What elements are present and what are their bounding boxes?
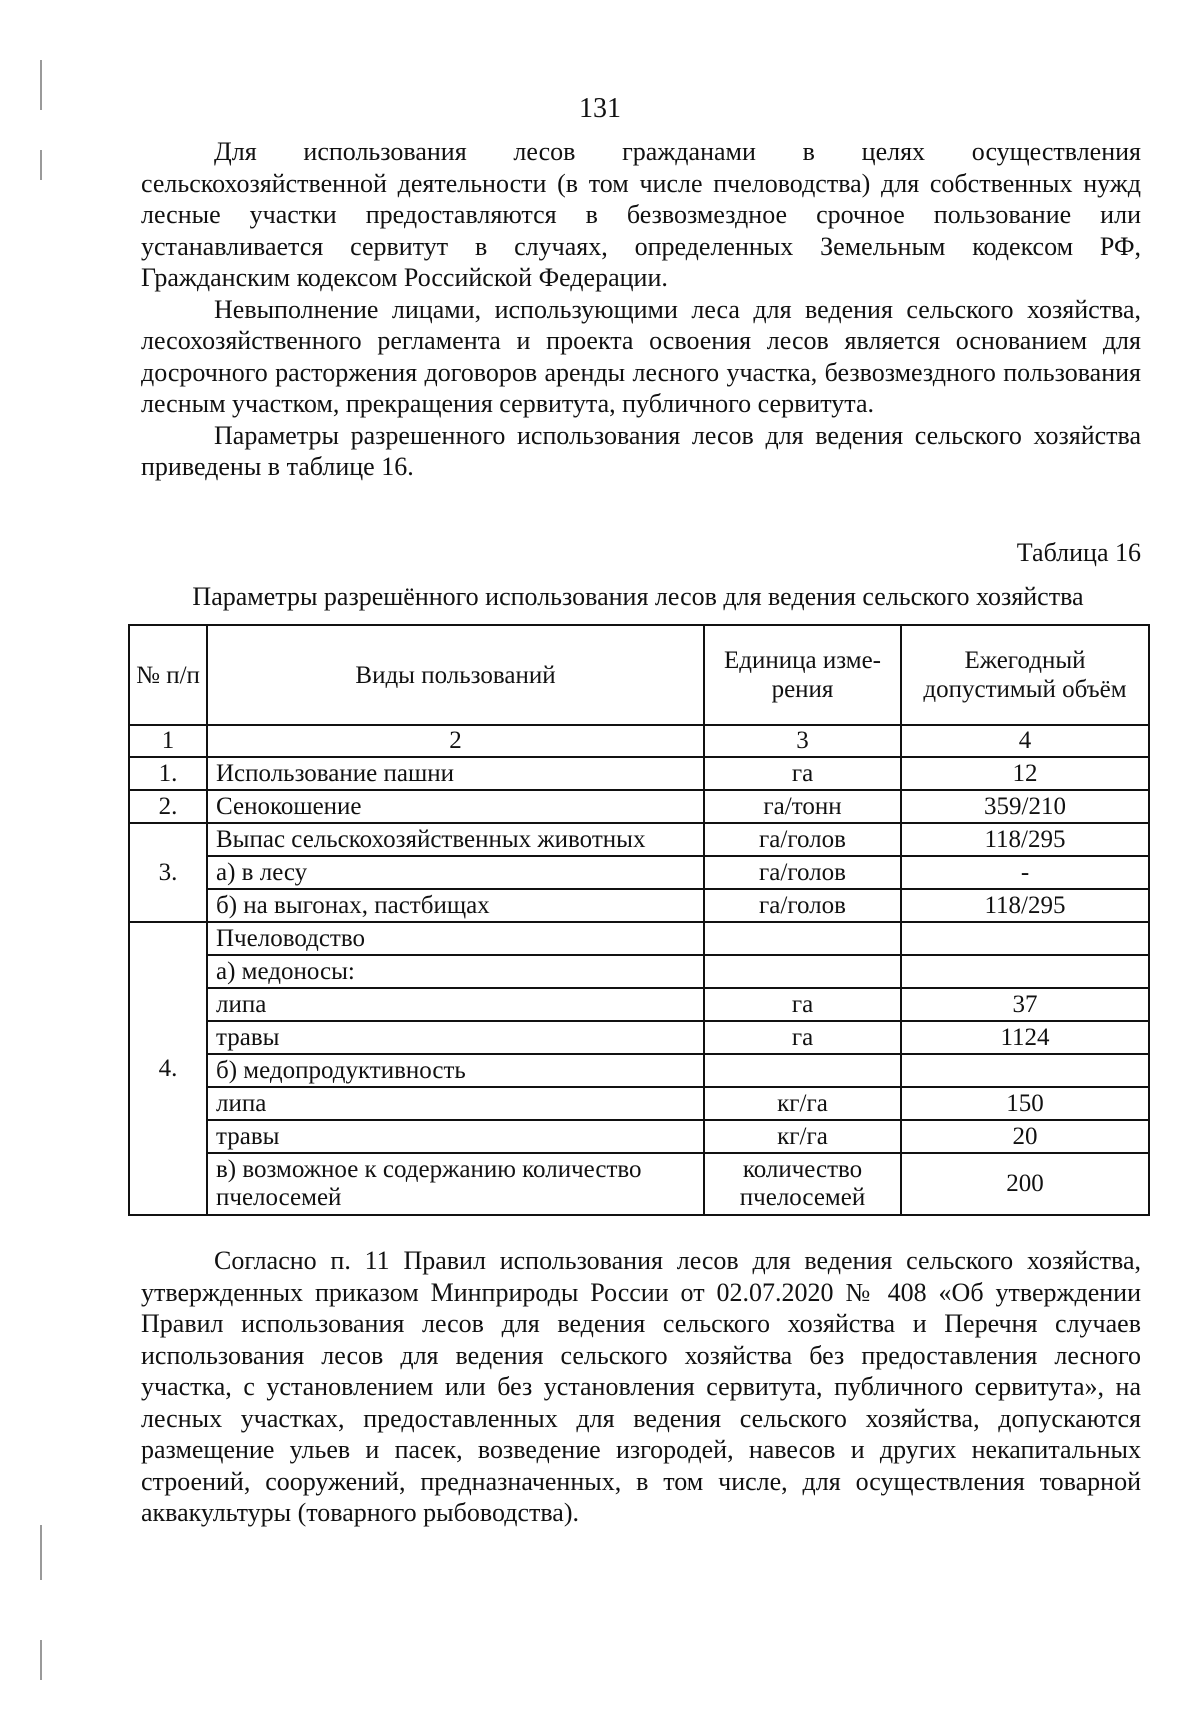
usage-type: травы [207, 1120, 704, 1153]
table-row [129, 823, 1149, 856]
usage-type: в) возможное к содержанию количество пчелосемей [207, 1153, 704, 1215]
usage-type: б) на выгонах, пастбищах [207, 889, 704, 922]
unit [704, 922, 901, 955]
column-number: 1 [129, 725, 207, 757]
header-type: Виды пользований [207, 625, 704, 725]
row-number: 4. [129, 922, 207, 1215]
table-row [129, 1021, 1149, 1054]
annual-volume: 359/210 [901, 790, 1149, 823]
table-row [129, 757, 1149, 790]
table-row [129, 889, 1149, 922]
column-number: 3 [704, 725, 901, 757]
paragraph: Согласно п. 11 Правил использования лесов для ведения сельского хозяйства, утвержденных приказом Минприроды России от 02.07.2020 № 408 «Об утверждении Правил использования лесов для ведения сельского хозяйства и Перечня случаев использования лесов для ведения сельского хозяйства без предоставления лесного участка, с установлением или без установления сервитута, публичного сервитута», на лесных участках, предоставленных для ведения сельского хозяйства, допускаются размещение ульев и пасек, возведение изгородей, навесов и других некапитальных строений, сооружений, предназначенных, в том числе, для осуществления товарной аквакультуры (товарного рыбоводства). [141, 1246, 1141, 1527]
annual-volume [901, 1054, 1149, 1087]
usage-type: Использование пашни [207, 757, 704, 790]
annual-volume: 12 [901, 757, 1149, 790]
header-volume: Ежегодный допустимый объём [901, 625, 1149, 725]
usage-type: а) медоносы: [207, 955, 704, 988]
closing-text [141, 1245, 1141, 1529]
usage-type: Выпас сельскохозяйственных животных [207, 823, 704, 856]
annual-volume: 118/295 [901, 889, 1149, 922]
table-row [129, 988, 1149, 1021]
column-number: 2 [207, 725, 704, 757]
unit: га/голов [704, 823, 901, 856]
header-unit: Единица изме-рения [704, 625, 901, 725]
table-row [129, 922, 1149, 955]
table-row [129, 1120, 1149, 1153]
table-row [129, 955, 1149, 988]
header-num: № п/п [129, 625, 207, 725]
annual-volume: 150 [901, 1087, 1149, 1120]
paragraph: Для использования лесов гражданами в целях осуществления сельскохозяйственной деятельности (в том числе пчеловодства) для собственных нужд лесные участки предоставляются в безвозмездное срочное пользование или устанавливается сервитут в случаях, определенных Земельным кодексом РФ, Гражданским кодексом Российской Федерации. [141, 137, 1141, 292]
table-label: Таблица 16 [1016, 538, 1141, 567]
table-row [129, 1153, 1149, 1215]
scan-artifact-line [40, 1640, 42, 1680]
unit: кг/га [704, 1120, 901, 1153]
row-number: 3. [129, 823, 207, 922]
unit [704, 955, 901, 988]
column-number-row [129, 725, 1149, 757]
annual-volume: 20 [901, 1120, 1149, 1153]
unit: га/голов [704, 889, 901, 922]
paragraph: Невыполнение лицами, использующими леса для ведения сельского хозяйства, лесохозяйственного регламента и проекта освоения лесов является основанием для досрочного расторжения договоров аренды лесного участка, безвозмездного пользования лесным участком, прекращения сервитута, публичного сервитута. [141, 294, 1141, 418]
annual-volume [901, 955, 1149, 988]
table-row [129, 1087, 1149, 1120]
column-number: 4 [901, 725, 1149, 757]
usage-type: а) в лесу [207, 856, 704, 889]
usage-type: б) медопродуктивность [207, 1054, 704, 1087]
annual-volume: - [901, 856, 1149, 889]
row-number: 2. [129, 790, 207, 823]
annual-volume: 1124 [901, 1021, 1149, 1054]
unit: количество пчелосемей [704, 1153, 901, 1215]
unit: га [704, 1021, 901, 1054]
table-header-row [129, 625, 1149, 725]
table-row [129, 790, 1149, 823]
table-row [129, 856, 1149, 889]
unit: кг/га [704, 1087, 901, 1120]
row-number: 1. [129, 757, 207, 790]
scan-artifact-line [40, 150, 42, 180]
paragraph: Параметры разрешенного использования лесов для ведения сельского хозяйства приведены в таблице 16. [141, 420, 1141, 481]
parameters-table [128, 624, 1150, 1216]
unit: га [704, 757, 901, 790]
usage-type: Сенокошение [207, 790, 704, 823]
annual-volume: 118/295 [901, 823, 1149, 856]
annual-volume: 37 [901, 988, 1149, 1021]
usage-type: травы [207, 1021, 704, 1054]
annual-volume: 200 [901, 1153, 1149, 1215]
unit [704, 1054, 901, 1087]
usage-type: Пчеловодство [207, 922, 704, 955]
table-row [129, 1054, 1149, 1087]
page-number: 131 [579, 93, 621, 124]
table-caption: Параметры разрешённого использования лесов для ведения сельского хозяйства [192, 582, 1084, 611]
annual-volume [901, 922, 1149, 955]
usage-type: липа [207, 988, 704, 1021]
usage-type: липа [207, 1087, 704, 1120]
unit: га/голов [704, 856, 901, 889]
intro-text [141, 136, 1141, 483]
scan-artifact-line [40, 1525, 42, 1580]
unit: га/тонн [704, 790, 901, 823]
unit: га [704, 988, 901, 1021]
